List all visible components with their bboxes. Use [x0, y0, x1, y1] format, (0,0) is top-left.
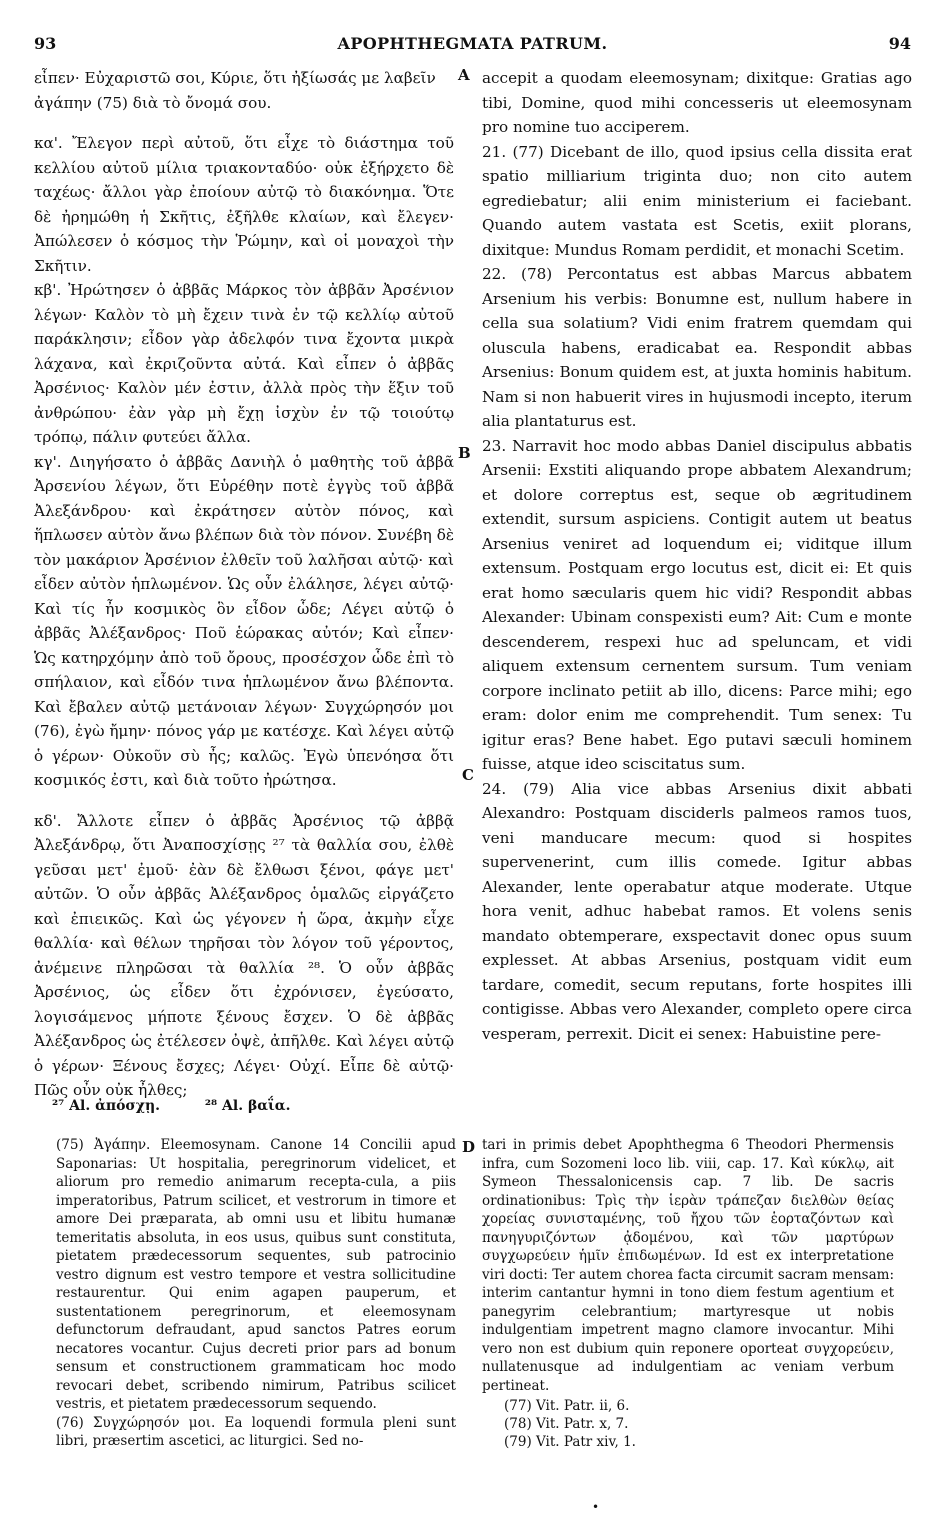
footnote-76-continued: tari in primis debet Apophthegma 6 Theodori Phermensis infra, cum Sozomeni loco lib. viii, cap. 17. Καὶ κύκλῳ, ait Symeon Thessalonicensis cap. 7 lib. De sacris ordinationibus: Τρὶς τὴν ἱερὰν τράπεζαν διελθὼν θείας χορείας συνισταμένης, τοῦ ἤχου τῶν ἑορταζόντων καὶ πανηγυριζόντων ᾀδομένου, καὶ τῶν μαρτύρων συγχωρεύειν ἡμῖν ἐπιδωμένων. Id est ex interpretatione viri docti: Ter autem chorea facta circumit sacram mensam: interim cantantur hymni in tono diem festum agentium et panegyrim celebrantium; martyresque ut nobis indulgentiam impetrent magno clamore invocantur. Mihi vero non est dubium quin reponere oporteat συγχορεύειν, nullatenusque ad indulgentiam ac veniam verbum pertineat.	[482, 1137, 894, 1394]
page-number-right: 94	[888, 34, 911, 53]
latin-paragraph-23: 23. Narravit hoc modo abbas Daniel discipulus abbatis Arsenii: Exstiti aliquando prope abbatem Alexandrum; et dolore correptus est, seque ob ægritudinem extendit, sursum aspiciens. Contigit autem ut beatus Arsenius veniret ad loquendum ei; viditque illum extensum. Postquam ergo locutus est, dicit ei: Et quis erat homo sæcularis quem hic vidi? Respondit abbas Alexander: Ubinam conspexisti eum? Ait: Cum e monte descenderem, respexi huc ad speluncam, et vidi aliquem extensum cernentem sursum. Tum veniam corpore inclinato petiit ab illo, dicens: Parce mihi; ego eram: dolor enim me comprehendit. Tum senex: Tu igitur eras? Bene habet. Ego putavi sæculi hominem fuisse, atque ideo sciscitatus sum.	[482, 436, 912, 773]
greek-column	[34, 66, 454, 1103]
footnotes-left	[56, 1136, 456, 1451]
latin-paragraph-24: 24. (79) Alia vice abbas Arsenius dixit abbati Alexandro: Postquam disciderls palmeos ramos tuos, veni manducare mecum: quod si hospites supervenerint, cum illis comede. Igitur abbas Alexander, lente operabatur atque moderate. Utque hora venit, adhuc habebat ramos. Et volens senis mandato obtemperare, exspectavit donec opus suum explesset. At abbas Arsenius, postquam vidit eum tardare, comedit, secum reputans, forte hospites illi contigisse. Abbas vero Alexander, completo opere circa vesperam, perrexit. Dicit ei senex: Habuistine pere-	[482, 779, 912, 1043]
page-number-left: 93	[34, 34, 57, 53]
footnotes-right	[482, 1136, 894, 1451]
greek-paragraph-intro: εἶπεν· Εὐχαριστῶ σοι, Κύριε, ὅτι ἠξίωσάς με λαβεῖν ἀγάπην (75) διὰ τὸ ὄνομά σου.	[34, 69, 436, 112]
reference-77: (77) Vit. Patr. ii, 6.	[504, 1398, 630, 1414]
greek-paragraph-22: κβ'. Ἠρώτησεν ὁ ἀββᾶς Μάρκος τὸν ἀββᾶν Ἀρσένιον λέγων· Καλὸν τὸ μὴ ἔχειν τινὰ ἐν τῷ κελλίῳ αὐτοῦ παράκλησιν; εἶδον γὰρ ἀδελφόν τινα ἔχοντα μικρὰ λάχανα, καὶ ἐκριζοῦντα αὐτά. Καὶ εἶπεν ὁ ἀββᾶς Ἀρσένιος· Καλὸν μέν ἐστιν, ἀλλὰ πρὸς τὴν ἕξιν τοῦ ἀνθρώπου· ἐὰν γὰρ μὴ ἔχῃ ἰσχὺν ἐν τῷ τοιούτῳ τρόπῳ, πάλιν φυτεύει ἄλλα.	[34, 281, 454, 446]
latin-paragraph-22: 22. (78) Percontatus est abbas Marcus abbatem Arsenium his verbis: Bonumne est, nullum habere in cella sua solatium? Vidi enim fratrem quemdam qui oluscula habens, eradicabat ea. Respondit abbas Arsenius: Bonum quidem est, at juxta hominis habitum. Nam si non habuerit vires in hujusmodi incepto, iterum alia plantaturus est.	[482, 265, 912, 430]
footnote-76: (76) Συγχώρησόν μοι. Ea loquendi formula pleni sunt libri, præsertim ascetici, ac liturgici. Sed no-	[56, 1414, 456, 1449]
footnote-75: (75) Ἀγάπην. Eleemosynam. Canone 14 Concilii apud Saponarias: Ut hospitalia, peregrinorum videlicet, et aliorum pro remedio animarum recepta-cula, a piis imperatoribus, Patrum scilicet, et vestrorum in timore et amore Dei præparata, ab omni usu et libitu humanæ temeritatis absoluta, in eos usus, quibus sunt constituta, pietatem prædecessorum sequentes, sub patrocinio vestro dignum est vestro tempore et vestra sollicitudine restaurentur. Qui enim agapen pauperum, et sustentationem peregrinorum, et eleemosynam defunctorum defraudant, apud sanctos Patres eorum necatores vocantur. Cujus decreti prior pars ad bonum sensum et constructionem grammaticam hoc modo revocari debet, scribendo nimirum, Patribus scilicet vestris, et pietatem prædecessorum sequendo.	[56, 1137, 456, 1412]
running-header	[34, 34, 911, 58]
reference-78: (78) Vit. Patr. x, 7.	[504, 1416, 629, 1432]
latin-paragraph-21: 21. (77) Dicebant de illo, quod ipsius cella dissita erat spatio milliarium triginta duo; non cito autem egrediebatur; alii enim ministerium ei faciebant. Quando autem vastata est Scetis, exiit plorans, dixitque: Mundus Romam perdidit, et monachi Scetim.	[482, 142, 912, 259]
greek-paragraph-21: κα'. Ἔλεγον περὶ αὐτοῦ, ὅτι εἶχε τὸ διάστημα τοῦ κελλίου αὐτοῦ μίλια τριακονταδύο· οὐκ ἐξήρχετο δὲ ταχέως· ἄλλοι γὰρ ἐποίουν αὐτῷ τὸ διακόνημα. Ὅτε δὲ ἠρημώθη ἡ Σκῆτις, ἐξῆλθε κλαίων, καὶ ἔλεγεν· Ἀπώλεσεν ὁ κόσμος τὴν Ῥώμην, καὶ οἱ μοναχοὶ τὴν Σκῆτιν.	[34, 134, 454, 275]
variant-note-27: ²⁷ Al. ἀπόσχῃ.	[52, 1098, 161, 1114]
greek-paragraph-23: κγ'. Διηγήσατο ὁ ἀββᾶς Δανιὴλ ὁ μαθητὴς τοῦ ἀββᾶ Ἀρσενίου λέγων, ὅτι Εὑρέθην ποτὲ ἐγγὺς τοῦ ἀββᾶ Ἀλεξάνδρου· καὶ ἐκράτησεν αὐτὸν πόνος, καὶ ἥπλωσεν αὑτὸν ἄνω βλέπων διὰ τὸν πόνον. Συνέβη δὲ τὸν μακάριον Ἀρσένιον ἐλθεῖν τοῦ λαλῆσαι αὐτῷ· καὶ εἶδεν αὐτὸν ἡπλωμένον. Ὡς οὖν ἐλάλησε, λέγει αὐτῷ· Καὶ τίς ἦν κοσμικὸς ὃν εἶδον ὧδε; Λέγει αὐτῷ ὁ ἀββᾶς Ἀλέξανδρος· Ποῦ ἑώρακας αὐτόν; Καὶ εἶπεν· Ὡς κατηρχόμην ἀπὸ τοῦ ὄρους, προσέσχον ὧδε ἐπὶ τὸ σπήλαιον, καὶ εἶδόν τινα ἡπλωμένον ἄνω βλέποντα. Καὶ ἔβαλεν αὐτῷ μετάνοιαν λέγων· Συγχώρησόν μοι (76), ἐγὼ ἤμην· πόνος γάρ με κατέσχε. Καὶ λέγει αὐτῷ ὁ γέρων· Οὐκοῦν σὺ ἦς; καλῶς. Ἐγὼ ὑπενόησα ὅτι κοσμικός ἐστι, καὶ διὰ τοῦτο ἠρώτησα.	[34, 452, 454, 789]
variant-readings	[52, 1098, 330, 1114]
latin-column	[482, 66, 912, 1046]
margin-marker-d: D	[462, 1138, 476, 1156]
greek-paragraph-24: κδ'. Ἄλλοτε εἶπεν ὁ ἀββᾶς Ἀρσένιος τῷ ἀββᾷ Ἀλεξάνδρῳ, ὅτι Ἀναποσχίσῃς ²⁷ τὰ θαλλία σου, ἐλθὲ γεῦσαι μετ' ἐμοῦ· ἐὰν δὲ ἔλθωσι ξένοι, φάγε μετ' αὐτῶν. Ὁ οὖν ἀββᾶς Ἀλέξανδρος ὁμαλῶς εἰργάζετο καὶ ἐπιεικῶς. Καὶ ὡς γέγονεν ἡ ὥρα, ἀκμὴν εἶχε θαλλία· καὶ θέλων τηρῆσαι τὸν λόγον τοῦ γέροντος, ἀνέμεινε πληρῶσαι τὰ θαλλία ²⁸. Ὁ οὖν ἀββᾶς Ἀρσένιος, ὡς εἶδεν ὅτι ἐχρόνισεν, ἐγεύσατο, λογισάμενος μήποτε ξένους ἔσχεν. Ὁ δὲ ἀββᾶς Ἀλέξανδρος ὡς ἐτέλεσεν ὀψὲ, ἀπῆλθε. Καὶ λέγει αὐτῷ ὁ γέρων· Ξένους ἔσχες; Λέγει· Οὐχί. Εἶπε δὲ αὐτῷ· Πῶς οὖν οὐκ ἦλθες;	[34, 811, 454, 1099]
latin-paragraph-intro: accepit a quodam eleemosynam; dixitque: Gratias ago tibi, Domine, quod mihi concesseris ut eleemosynam pro nomine tuo acciperem.	[482, 69, 912, 136]
source-references	[482, 1397, 894, 1451]
reference-79: (79) Vit. Patr xiv, 1.	[504, 1434, 636, 1450]
margin-marker-a: A	[458, 66, 470, 84]
variant-note-28: ²⁸ Al. βαΐα.	[204, 1098, 291, 1114]
margin-marker-b: B	[458, 444, 471, 462]
margin-marker-c: C	[462, 766, 474, 784]
running-title: APOPHTHEGMATA PATRUM.	[337, 34, 608, 53]
stray-mark: •	[592, 1500, 600, 1514]
